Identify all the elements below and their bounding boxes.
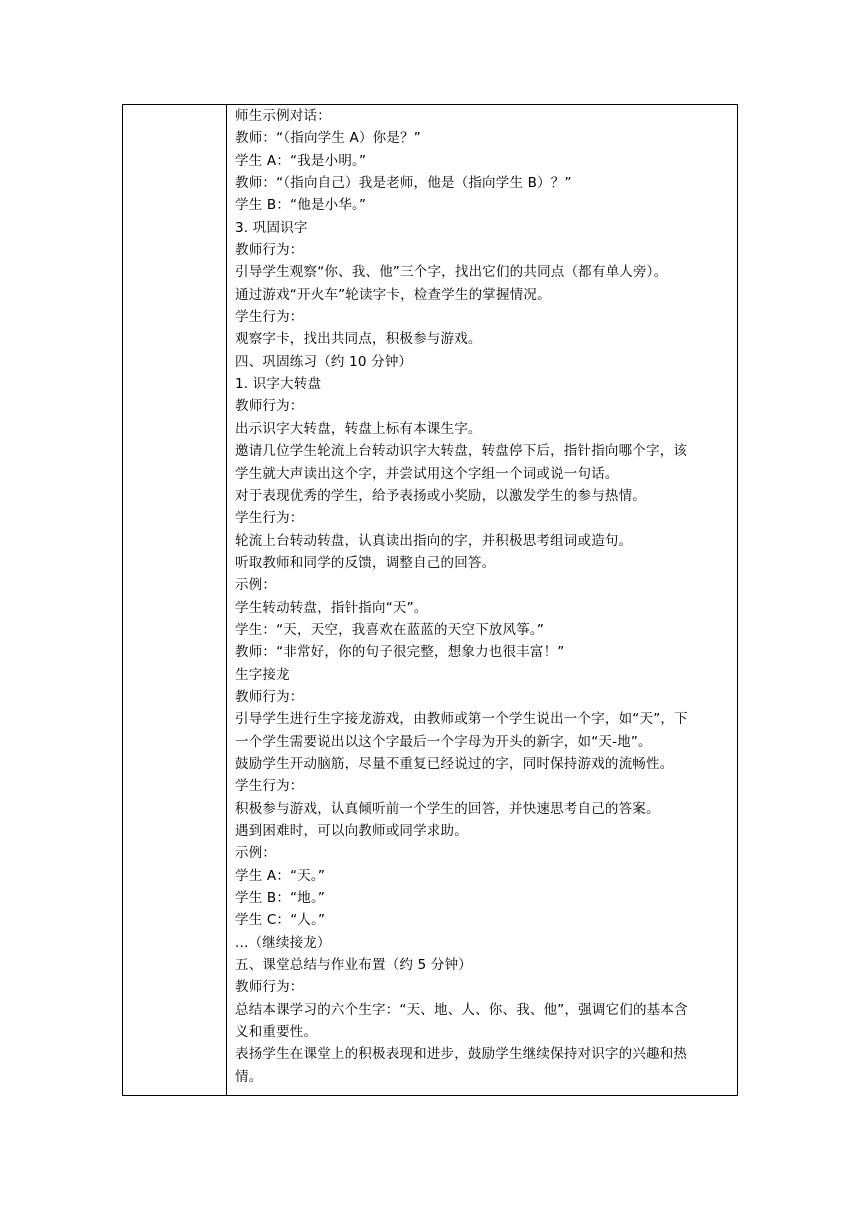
text-line: 一个学生需要说出以这个字最后一个字母为开头的新字，如“天-地”。: [235, 733, 652, 750]
section-heading: 生字接龙: [235, 666, 290, 683]
text-line: 学生 A：“天。”: [235, 867, 326, 884]
text-line: 表扬学生在课堂上的积极表现和进步，鼓励学生继续保持对识字的兴趣和热: [235, 1046, 688, 1063]
text-line: 通过游戏“开火车”轮读字卡，检查学生的掌握情况。: [235, 286, 551, 303]
text-line: 学生：“天，天空，我喜欢在蓝蓝的天空下放风筝。”: [235, 621, 545, 638]
text-line: 鼓励学生开动脑筋，尽量不重复已经说过的字，同时保持游戏的流畅性。: [235, 755, 674, 772]
text-line: 师生示例对话：: [235, 108, 331, 124]
text-line: ...（继续接龙）: [235, 934, 331, 951]
text-line: 学生行为：: [235, 778, 304, 795]
text-line: 教师：“（指向自己）我是老师，他是（指向学生 B）？”: [235, 175, 572, 192]
text-line: 教师行为：: [235, 688, 304, 705]
text-line: 学生转动转盘，指针指向“天”。: [235, 599, 428, 616]
section-heading: 五、课堂总结与作业布置（约 5 分钟）: [235, 957, 472, 974]
text-line: 教师行为：: [235, 242, 304, 259]
text-line: 学生 C：“人。”: [235, 912, 326, 929]
text-line: 教师：“非常好，你的句子很完整，想象力也很丰富！”: [235, 644, 565, 661]
text-line: 情。: [235, 1068, 263, 1085]
text-line: 学生行为：: [235, 309, 304, 326]
text-line: 邀请几位学生轮流上台转动识字大转盘，转盘停下后，指针指向哪个字，该: [235, 443, 688, 460]
text-line: 轮流上台转动转盘，认真读出指向的字，并积极思考组词或造句。: [235, 532, 633, 549]
text-line: 观察字卡，找出共同点，积极参与游戏。: [235, 331, 482, 348]
text-line: 总结本课学习的六个生字：“天、地、人、你、我、他”，强调它们的基本含: [235, 1001, 688, 1018]
section-heading: 1. 识字大转盘: [235, 376, 322, 393]
lesson-plan-table: [122, 104, 738, 1096]
text-line: 教师：“（指向学生 A）你是？”: [235, 130, 421, 147]
text-line: 遇到困难时，可以向教师或同学求助。: [235, 823, 468, 839]
text-line: 出示识字大转盘，转盘上标有本课生字。: [235, 420, 482, 437]
table-left-cell: [123, 105, 227, 1095]
text-line: 积极参与游戏，认真倾听前一个学生的回答，并快速思考自己的答案。: [235, 800, 660, 817]
text-line: 学生就大声读出这个字，并尝试用这个字组一个词或说一句话。: [235, 465, 619, 482]
text-line: 义和重要性。: [235, 1024, 318, 1041]
text-line: 对于表现优秀的学生，给予表扬或小奖励，以激发学生的参与热情。: [235, 487, 646, 504]
text-line: 教师行为：: [235, 398, 304, 415]
table-content-cell: [227, 105, 737, 1095]
text-line: 学生 B：“他是小华。”: [235, 197, 367, 214]
text-line: 示例：: [235, 845, 277, 862]
section-heading: 3. 巩固识字: [235, 219, 308, 236]
text-line: 教师行为：: [235, 979, 304, 996]
text-line: 学生 A：“我是小明。”: [235, 152, 367, 169]
text-line: 学生行为：: [235, 510, 304, 527]
text-line: 听取教师和同学的反馈，调整自己的回答。: [235, 554, 496, 571]
text-line: 示例：: [235, 577, 277, 594]
text-line: 学生 B：“地。”: [235, 890, 326, 907]
text-line: 引导学生观察“你、我、他”三个字，找出它们的共同点（都有单人旁）。: [235, 264, 668, 281]
text-line: 引导学生进行生字接龙游戏，由教师或第一个学生说出一个字，如“天”，下: [235, 711, 688, 728]
section-heading: 四、巩固练习（约 10 分钟）: [235, 353, 413, 370]
